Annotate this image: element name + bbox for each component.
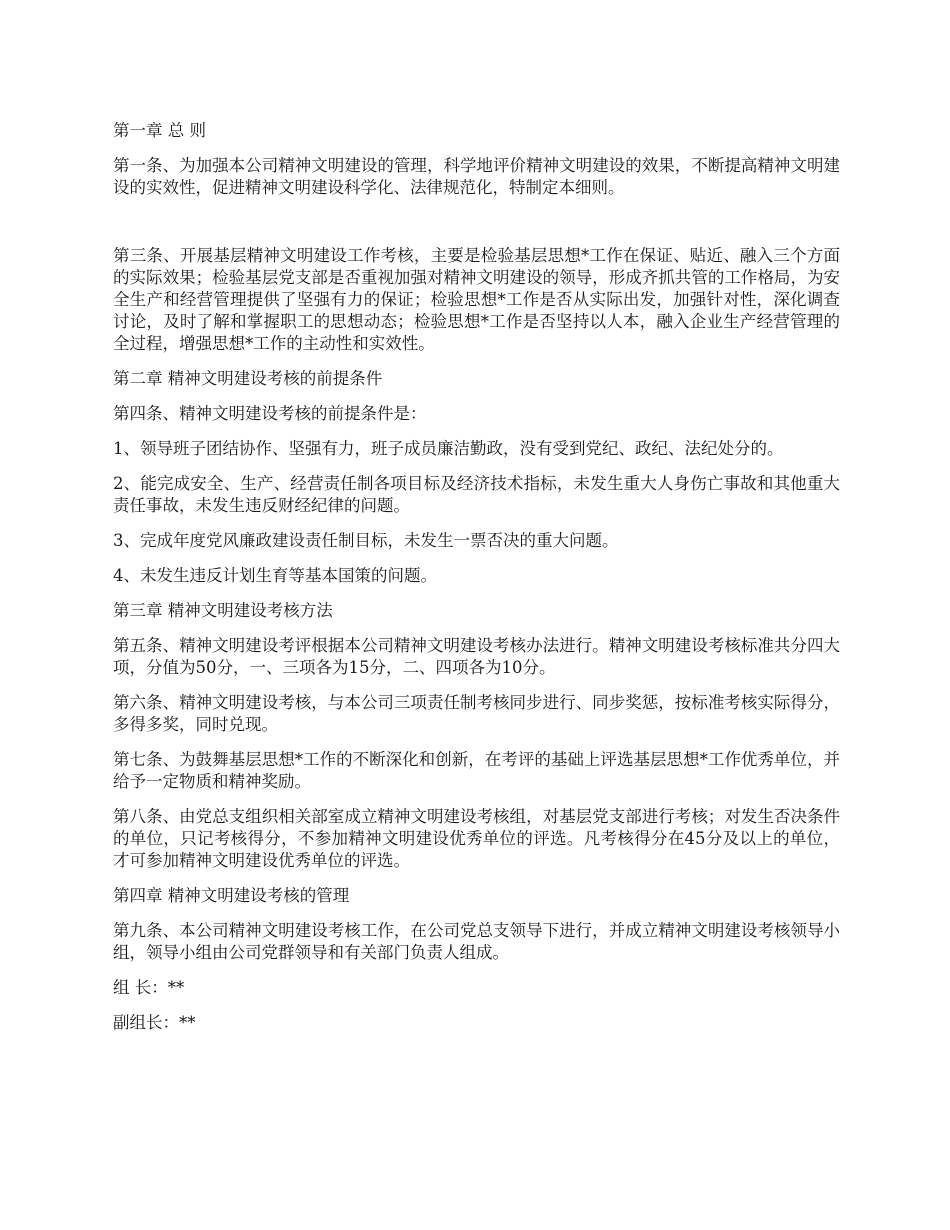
chapter-heading: 第三章 精神文明建设考核方法	[113, 601, 333, 620]
paragraph-gap	[113, 212, 840, 245]
chapter-heading: 第四章 精神文明建设考核的管理	[113, 886, 350, 905]
article-paragraph: 第八条、由党总支组织相关部室成立精神文明建设考核组，对基层党支部进行考核；对发生否决条件的单位，只记考核得分，不参加精神文明建设优秀单位的评选。凡考核得分在45分及以上的单位，才可参加精神文明建设优秀单位的评选。	[113, 807, 840, 870]
member-line: 副组长：**	[113, 1013, 196, 1032]
document-body	[113, 120, 840, 1047]
article-paragraph: 第三条、开展基层精神文明建设工作考核，主要是检验基层思想*工作在保证、贴近、融入三个方面的实际效果；检验基层党支部是否重视加强对精神文明建设的领导，形成齐抓共管的工作格局，为安全生产和经营管理提供了坚强有力的保证；检验思想*工作是否从实际出发，加强针对性，深化调查讨论，及时了解和掌握职工的思想动态；检验思想*工作是否坚持以人本，融入企业生产经营管理的全过程，增强思想*工作的主动性和实效性。	[113, 246, 840, 353]
article-paragraph: 第六条、精神文明建设考核，与本公司三项责任制考核同步进行、同步奖惩，按标准考核实际得分，多得多奖，同时兑现。	[113, 693, 840, 734]
article-paragraph: 第四条、精神文明建设考核的前提条件是：	[113, 404, 427, 423]
article-paragraph: 第九条、本公司精神文明建设考核工作，在公司党总支领导下进行，并成立精神文明建设考核领导小组，领导小组由公司党群领导和有关部门负责人组成。	[113, 921, 840, 962]
article-paragraph: 第七条、为鼓舞基层思想*工作的不断深化和创新，在考评的基础上评选基层思想*工作优秀单位，并给予一定物质和精神奖励。	[113, 750, 840, 791]
chapter-heading: 第二章 精神文明建设考核的前提条件	[113, 369, 383, 388]
list-item: 1、领导班子团结协作、坚强有力，班子成员廉洁勤政，没有受到党纪、政纪、法纪处分的。	[113, 439, 784, 458]
list-item: 2、能完成安全、生产、经营责任制各项目标及经济技术指标，未发生重大人身伤亡事故和其他重大责任事故，未发生违反财经纪律的问题。	[113, 474, 840, 515]
list-item: 4、未发生违反计划生育等基本国策的问题。	[113, 566, 437, 585]
article-paragraph: 第一条、为加强本公司精神文明建设的管理，科学地评价精神文明建设的效果，不断提高精神文明建设的实效性，促进精神文明建设科学化、法律规范化，特制定本细则。	[113, 156, 840, 197]
list-item: 3、完成年度党风廉政建设责任制目标，未发生一票否决的重大问题。	[113, 531, 619, 550]
chapter-heading: 第一章 总 则	[113, 121, 206, 140]
article-paragraph: 第五条、精神文明建设考评根据本公司精神文明建设考核办法进行。精神文明建设考核标准共分四大项，分值为50分，一、三项各为15分，二、四项各为10分。	[113, 636, 840, 677]
member-line: 组 长：**	[113, 978, 185, 997]
